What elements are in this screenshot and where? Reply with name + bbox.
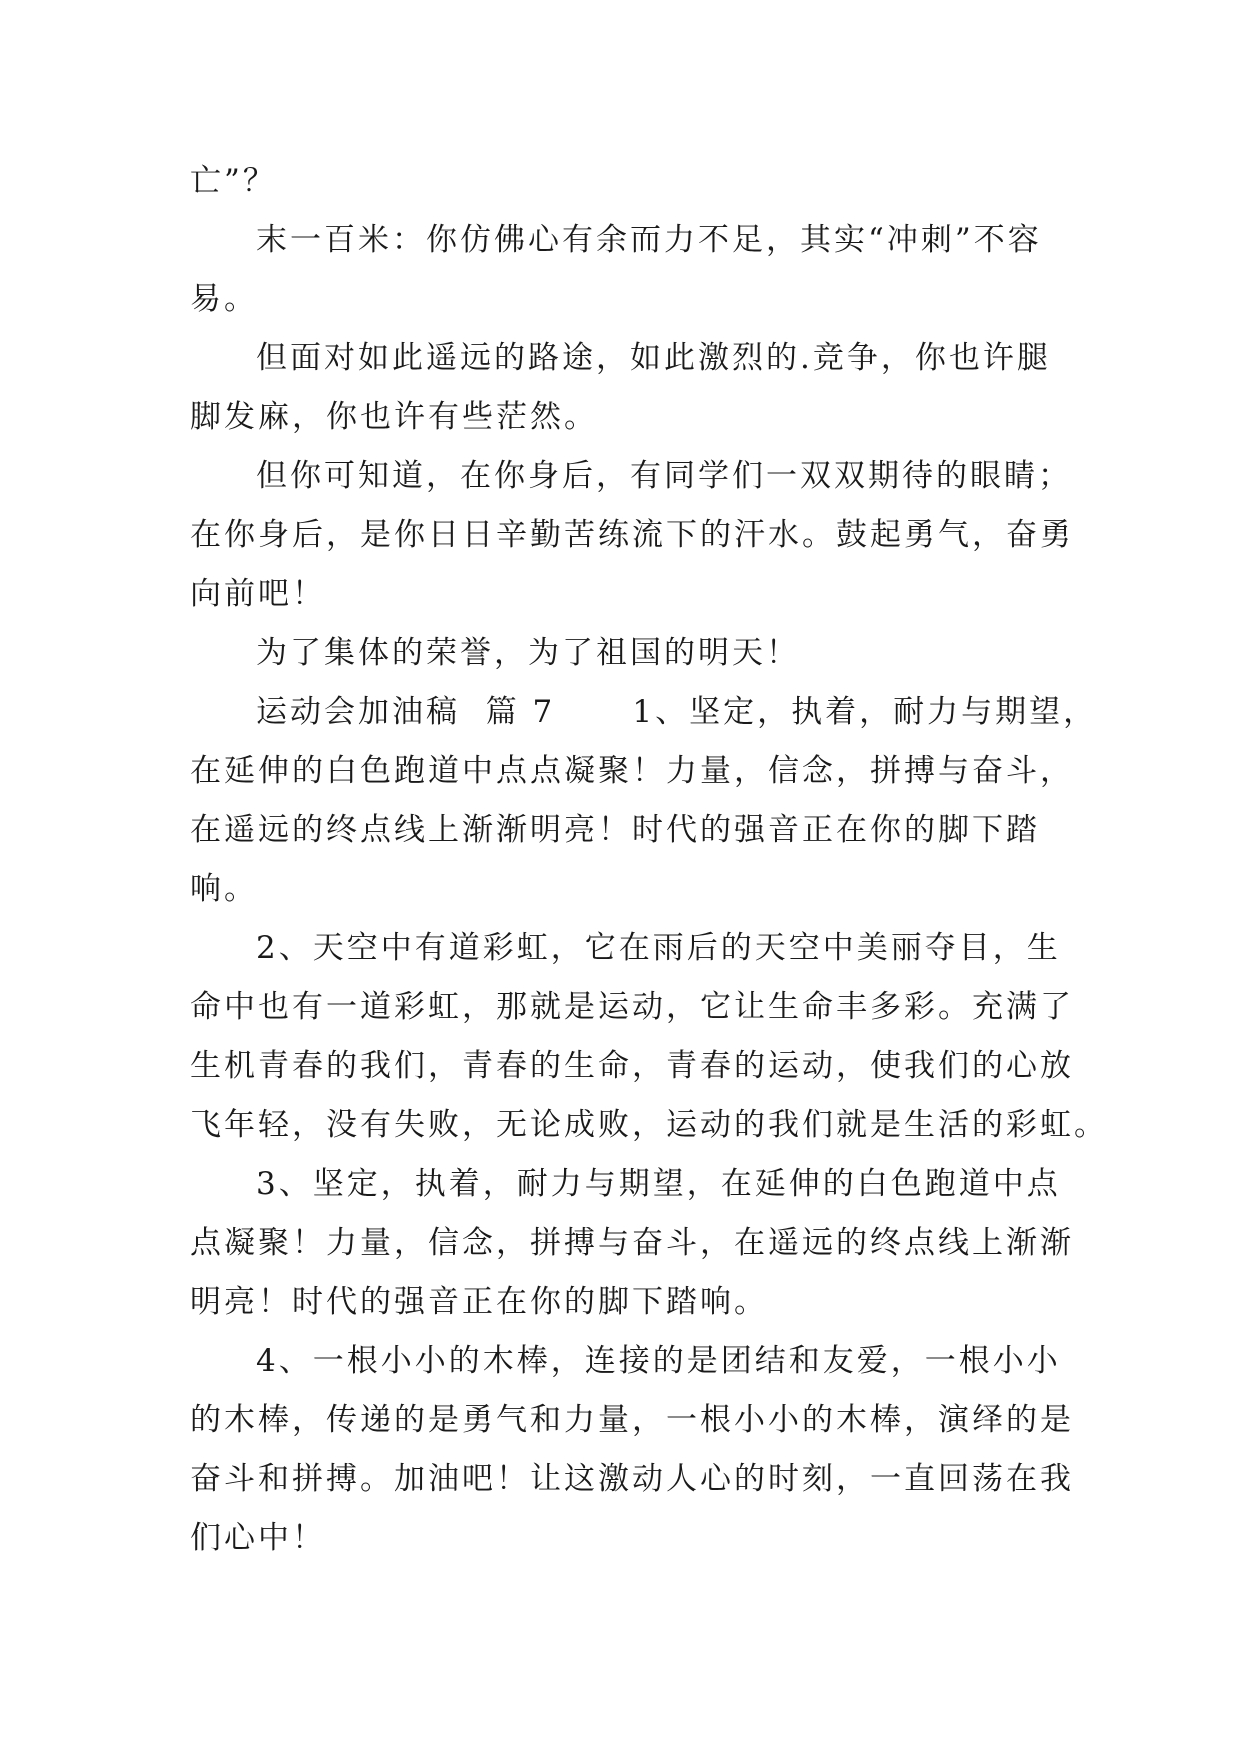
text-line: 在遥远的终点线上渐渐明亮！时代的强音正在你的脚下踏: [190, 812, 1040, 848]
text-line: 点凝聚！力量，信念，拼搏与奋斗，在遥远的终点线上渐渐: [190, 1225, 1074, 1261]
document-body: [190, 152, 1108, 1568]
text-line: 脚发麻，你也许有些茫然。: [190, 399, 598, 435]
text-line: 们心中！: [190, 1520, 326, 1556]
text-line: 3、坚定，执着，耐力与期望，在延伸的白色跑道中点: [256, 1166, 1061, 1202]
text-line: 但你可知道，在你身后，有同学们一双双期待的眼睛；: [256, 458, 1072, 494]
text-line: 2、天空中有道彩虹，它在雨后的天空中美丽夺目，生: [256, 930, 1061, 966]
text-line: 明亮！时代的强音正在你的脚下踏响。: [190, 1284, 768, 1320]
text-line: 但面对如此遥远的路途，如此激烈的.竞争，你也许腿: [256, 340, 1051, 376]
text-line: 奋斗和拼搏。加油吧！让这激动人心的时刻，一直回荡在我: [190, 1461, 1074, 1497]
text-line: 的木棒，传递的是勇气和力量，一根小小的木棒，演绎的是: [190, 1402, 1074, 1438]
text-line: 响。: [190, 871, 258, 907]
text-line: 在你身后，是你日日辛勤苦练流下的汗水。鼓起勇气，奋勇: [190, 517, 1074, 553]
text-line: 命中也有一道彩虹，那就是运动，它让生命丰多彩。充满了: [190, 989, 1074, 1025]
text-line: 在延伸的白色跑道中点点凝聚！力量，信念，拼搏与奋斗，: [190, 753, 1074, 789]
text-line: 亡”？: [190, 163, 277, 199]
text-line: 生机青春的我们，青春的生命，青春的运动，使我们的心放: [190, 1048, 1074, 1084]
text-line: 4、一根小小的木棒，连接的是团结和友爱，一根小小: [256, 1343, 1061, 1379]
text-line: 向前吧！: [190, 576, 326, 612]
text-line: 飞年轻，没有失败，无论成败，运动的我们就是生活的彩虹。: [190, 1107, 1108, 1143]
section-heading-line: 运动会加油稿 篇 7 1、坚定，执着，耐力与期望，: [256, 694, 1098, 730]
text-line: 为了集体的荣誉，为了祖国的明天！: [256, 635, 800, 671]
text-line: 末一百米：你仿佛心有余而力不足，其实“冲刺”不容: [256, 222, 1042, 258]
text-line: 易。: [190, 281, 258, 317]
